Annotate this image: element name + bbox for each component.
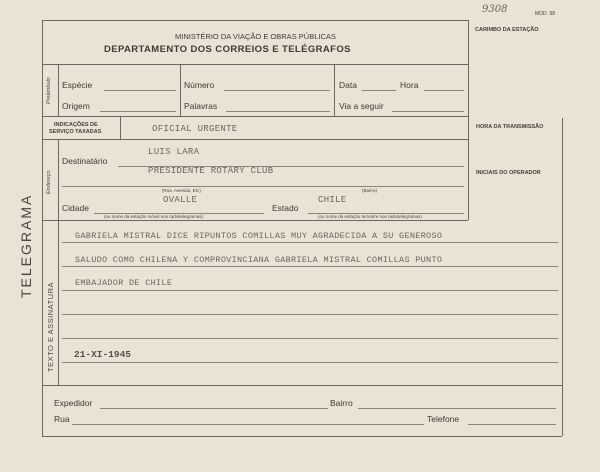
especie-label: Espécie bbox=[62, 80, 93, 90]
message-rule-1 bbox=[62, 242, 558, 243]
via-label: Via a seguir bbox=[339, 101, 384, 111]
estado-hint: (ou nome da estação terrestre nos radiotelegramas) bbox=[318, 214, 422, 219]
service-label-1: INDICAÇÕES DE bbox=[54, 122, 98, 128]
cidade-label: Cidade bbox=[62, 203, 89, 213]
department-title: DEPARTAMENTO DOS CORREIOS E TELÉGRAFOS bbox=[104, 44, 351, 55]
palavras-label: Palavras bbox=[184, 101, 218, 111]
destinatario-label: Destinatário bbox=[62, 156, 108, 166]
message-line-2: SALUDO COMO CHILENA Y COMPROVINCIANA GABRIELA MISTRAL COMILLAS PUNTO bbox=[75, 255, 443, 265]
address-side-label: Endereço bbox=[46, 170, 52, 194]
handwritten-number: 9308 bbox=[482, 4, 508, 15]
rua-hint: (Rua, Avenida, Etc) bbox=[162, 188, 201, 193]
estado-label: Estado bbox=[272, 203, 299, 213]
frame-top-line bbox=[42, 20, 468, 21]
telegram-side-title: TELEGRAMA bbox=[18, 193, 34, 298]
message-rule-6 bbox=[62, 362, 558, 363]
message-rule-2 bbox=[62, 266, 558, 267]
message-rule-3 bbox=[62, 290, 558, 291]
cidade-value: OVALLE bbox=[163, 195, 198, 205]
bairro-label: Bairro bbox=[330, 398, 353, 408]
numero-label: Número bbox=[184, 80, 215, 90]
message-rule-4 bbox=[62, 314, 558, 315]
recipient-name: LUIS LARA bbox=[148, 147, 200, 157]
message-date: 21-XI-1945 bbox=[74, 349, 132, 360]
preamble-side-label: Preâmbulo bbox=[46, 77, 52, 104]
preamble-bottom-line bbox=[42, 116, 468, 117]
rua-footer-line[interactable] bbox=[72, 424, 424, 425]
cidade-hint: (ou nome da estação móvel nos radiotelegramas) bbox=[104, 214, 204, 219]
service-label-2: SERVIÇO TAXADAS bbox=[49, 129, 102, 135]
telefone-line[interactable] bbox=[468, 424, 556, 425]
bairro-hint: (Bairro) bbox=[362, 188, 378, 193]
palavras-line[interactable] bbox=[226, 111, 330, 112]
message-rule-5 bbox=[62, 338, 558, 339]
model-number: MOD. 98 bbox=[535, 11, 556, 17]
stamp-label: CARIMBO DA ESTAÇÃO bbox=[475, 27, 539, 33]
numero-line[interactable] bbox=[224, 90, 330, 91]
address-bottom-line bbox=[42, 220, 468, 221]
data-line[interactable] bbox=[362, 90, 396, 91]
rua-line[interactable] bbox=[62, 186, 464, 187]
address-left-divider bbox=[58, 139, 59, 220]
hora-line[interactable] bbox=[424, 90, 464, 91]
preamble-divider-2 bbox=[180, 64, 181, 116]
preamble-divider-3 bbox=[334, 64, 335, 116]
estado-value: CHILE bbox=[318, 195, 347, 205]
iniciais-operador-label: INICIAIS DO OPERADOR bbox=[476, 170, 541, 176]
frame-bottom-line bbox=[42, 436, 562, 437]
frame-left-line bbox=[42, 20, 43, 436]
preamble-top-line bbox=[42, 64, 468, 65]
rua-label: Rua bbox=[54, 414, 70, 424]
origem-line[interactable] bbox=[100, 111, 176, 112]
message-bottom-line bbox=[42, 385, 562, 386]
recipient-title: PRESIDENTE ROTARY CLUB bbox=[148, 166, 274, 176]
preamble-divider-1 bbox=[58, 64, 59, 116]
expedidor-line[interactable] bbox=[100, 408, 328, 409]
service-bottom-line bbox=[42, 139, 468, 140]
message-left-divider bbox=[58, 220, 59, 385]
expedidor-label: Expedidor bbox=[54, 398, 93, 408]
ministry-title: MINISTÉRIO DA VIAÇÃO E OBRAS PÚBLICAS bbox=[175, 32, 336, 41]
via-line[interactable] bbox=[392, 111, 464, 112]
message-side-label: TEXTO E ASSINATURA bbox=[46, 282, 55, 372]
hora-transmissao-label: HORA DA TRANSMISSÃO bbox=[476, 124, 544, 130]
frame-right-line bbox=[468, 20, 469, 220]
service-value: OFICIAL URGENTE bbox=[152, 124, 238, 134]
telefone-label: Telefone bbox=[427, 414, 460, 424]
message-line-1: GABRIELA MISTRAL DICE RIPUNTOS COMILLAS MUY AGRADECIDA A SU GENEROSO bbox=[75, 231, 443, 241]
bairro-line[interactable] bbox=[358, 408, 556, 409]
hora-label: Hora bbox=[400, 80, 419, 90]
message-line-3: EMBAJADOR DE CHILE bbox=[75, 278, 173, 288]
service-divider bbox=[120, 116, 121, 139]
origem-label: Origem bbox=[62, 101, 90, 111]
especie-line[interactable] bbox=[104, 90, 176, 91]
right-column-line bbox=[562, 118, 563, 436]
data-label: Data bbox=[339, 80, 357, 90]
